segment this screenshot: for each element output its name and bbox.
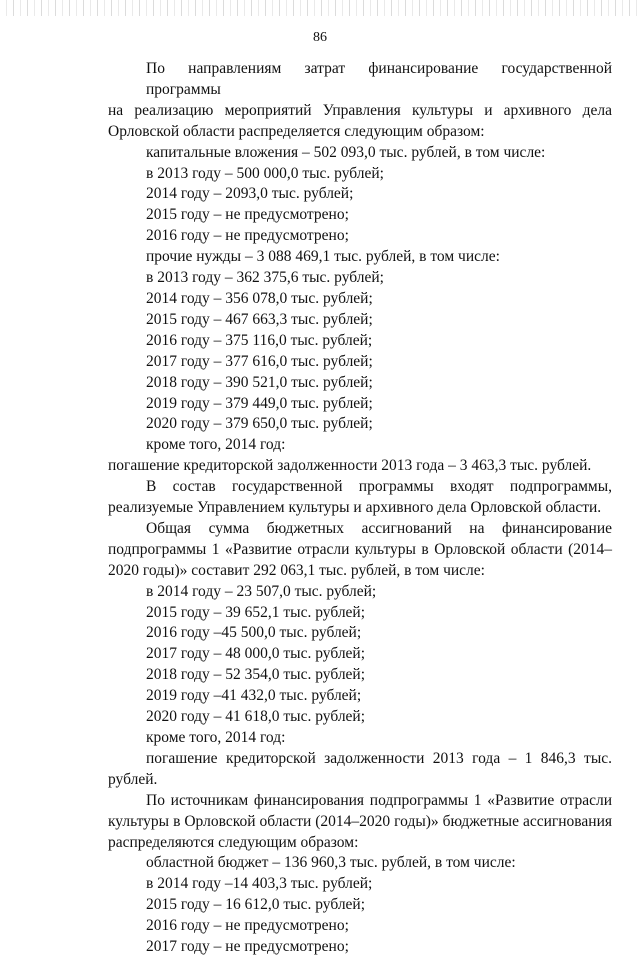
text-line: 2019 году –41 432,0 тыс. рублей; [146,687,362,705]
text-line: подпрограммы 1 «Развитие отрасли культуры в Орловской области (2014– [108,540,612,558]
text-line: 2020 году – 41 618,0 тыс. рублей; [146,708,366,726]
text-line: 2014 году – 2093,0 тыс. рублей; [146,185,354,203]
text-line: 2016 году –45 500,0 тыс. рублей; [146,624,362,642]
text-line: в 2014 году –14 403,3 тыс. рублей; [146,875,373,893]
text-line: 2018 году – 52 354,0 тыс. рублей; [146,666,366,684]
page-number: 86 [313,30,327,45]
scan-edge-artifact [0,0,640,16]
document-body [108,59,612,958]
text-line: 2017 году – не предусмотрено; [146,938,349,956]
text-line: 2016 году – не предусмотрено; [146,227,349,245]
text-line: Общая сумма бюджетных ассигнований на финансирование [146,519,612,537]
text-line: в 2013 году – 500 000,0 тыс. рублей; [146,164,384,182]
text-line: 2020 годы)» составит 292 063,1 тыс. рублей, в том числе: [108,561,485,579]
text-line: реализуемые Управлением культуры и архивного дела Орловской области. [108,499,602,517]
text-line: погашение кредиторской задолженности 2013 года – 1 846,3 тыс. [146,749,612,767]
text-line: По направлениям затрат финансирование государственной программы [146,60,612,98]
text-line: погашение кредиторской задолженности 2013 года – 3 463,3 тыс. рублей. [108,457,592,475]
text-line: 2016 году – не предусмотрено; [146,917,349,935]
text-line: 2014 году – 356 078,0 тыс. рублей; [146,289,373,307]
text-line: По источникам финансирования подпрограммы 1 «Развитие отрасли [146,791,612,809]
text-line: в 2014 году – 23 507,0 тыс. рублей; [146,582,377,600]
text-line: распределяются следующим образом: [108,833,359,851]
text-line: культуры в Орловской области (2014–2020 годы)» бюджетные ассигнования [108,812,612,830]
text-line: 2015 году – не предусмотрено; [146,206,349,224]
text-line: кроме того, 2014 год: [146,729,286,746]
text-line: кроме того, 2014 год: [146,436,286,454]
text-line: Орловской области распределяется следующим образом: [108,122,485,140]
text-line: 2020 году – 379 650,0 тыс. рублей; [146,415,373,433]
text-line: рублей. [108,770,158,788]
text-line: 2019 году – 379 449,0 тыс. рублей; [146,394,373,412]
text-line: В состав государственной программы входят подпрограммы, [146,478,612,496]
text-line: 2017 году – 377 616,0 тыс. рублей; [146,352,373,370]
text-line: 2015 году – 39 652,1 тыс. рублей; [146,603,366,621]
text-line: 2018 году – 390 521,0 тыс. рублей; [146,373,373,391]
text-line: на реализацию мероприятий Управления культуры и архивного дела [108,101,612,119]
text-line: прочие нужды – 3 088 469,1 тыс. рублей, в том числе: [146,248,500,266]
text-line: 2015 году – 467 663,3 тыс. рублей; [146,310,373,328]
text-line: 2017 году – 48 000,0 тыс. рублей; [146,645,366,663]
text-line: 2015 году – 16 612,0 тыс. рублей; [146,896,366,914]
text-line: областной бюджет – 136 960,3 тыс. рублей, в том числе: [146,854,516,872]
text-line: капитальные вложения – 502 093,0 тыс. рублей, в том числе: [146,143,546,161]
text-line: в 2013 году – 362 375,6 тыс. рублей; [146,269,384,287]
text-line: 2016 году – 375 116,0 тыс. рублей; [146,331,373,349]
